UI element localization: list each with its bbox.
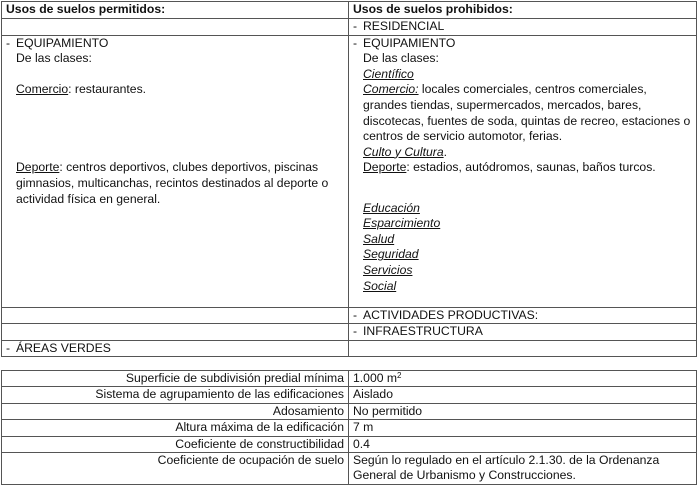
prohibited-residencial: RESIDENCIAL	[363, 19, 445, 33]
land-use-header-row	[2, 2, 697, 19]
permitted-comercio	[6, 82, 344, 98]
param-label-agrupamiento: Sistema de agrupamiento de las edificaciones	[2, 387, 349, 403]
permitted-deporte-label: Deporte	[16, 160, 60, 175]
actividades-row	[2, 307, 697, 324]
param-row-ocupacion	[2, 453, 697, 485]
prohibited-infraestructura-cell	[349, 324, 697, 341]
param-row-superficie	[2, 371, 697, 387]
areas-verdes-row	[2, 340, 697, 357]
prohibited-deporte	[353, 160, 692, 176]
prohibited-actividades: ACTIVIDADES PRODUCTIVAS:	[363, 307, 539, 322]
permitted-empty-cell	[2, 19, 349, 36]
param-value-altura: 7 m	[349, 420, 697, 436]
prohibited-equipamiento-title: EQUIPAMIENTO	[363, 35, 456, 50]
infraestructura-row	[2, 324, 697, 341]
param-value-constructibilidad: 0.4	[349, 436, 697, 452]
building-parameters-table	[1, 370, 697, 485]
prohibited-culto	[353, 145, 692, 161]
list-dash: -	[353, 19, 358, 33]
permitted-comercio-text: : restaurantes.	[68, 82, 147, 97]
superficie-value: 1.000 m	[353, 371, 398, 385]
prohibited-class-servicios: Servicios	[363, 262, 413, 277]
param-value-adosamiento: No permitido	[349, 403, 697, 419]
permitted-equipamiento-cell	[2, 35, 349, 307]
prohibited-class-seguridad: Seguridad	[363, 247, 419, 262]
prohibited-deporte-text: : estadios, autódromos, saunas, baños turcos.	[406, 160, 656, 175]
permitted-deporte-text: : centros deportivos, clubes deportivos, piscinas gimnasios, multicanchas, recintos destinados al deporte o actividad física en general.	[16, 160, 329, 206]
permitted-empty-cell	[2, 324, 349, 341]
param-label-constructibilidad: Coeficiente de constructibilidad	[2, 436, 349, 452]
prohibited-comercio	[353, 82, 692, 144]
prohibited-culto-label: Culto y Cultura	[363, 144, 444, 159]
permitted-areas-verdes: ÁREAS VERDES	[16, 340, 111, 355]
param-value-superficie	[349, 371, 697, 387]
prohibited-class-salud: Salud	[363, 231, 395, 246]
permitted-empty-cell	[2, 307, 349, 324]
prohibited-class-educacion: Educación	[363, 200, 420, 215]
permitted-header: Usos de suelos permitidos:	[2, 2, 349, 19]
prohibited-classes-intro: De las clases:	[363, 51, 439, 66]
prohibited-header: Usos de suelos prohibidos:	[349, 2, 697, 19]
permitted-equipamiento-title: EQUIPAMIENTO	[16, 35, 109, 50]
list-dash: -	[6, 35, 11, 50]
prohibited-culto-period: .	[443, 144, 447, 159]
list-dash: -	[353, 324, 358, 339]
param-label-altura: Altura máxima de la edificación	[2, 420, 349, 436]
param-row-altura	[2, 420, 697, 436]
permitted-classes-intro: De las clases:	[16, 51, 92, 66]
prohibited-cientifico: Científico	[363, 66, 414, 81]
param-label-adosamiento: Adosamiento	[2, 403, 349, 419]
land-use-table	[1, 1, 697, 357]
param-row-adosamiento	[2, 403, 697, 419]
prohibited-actividades-cell	[349, 307, 697, 324]
param-row-agrupamiento	[2, 387, 697, 403]
prohibited-deporte-label: Deporte	[363, 160, 407, 175]
residencial-row	[2, 19, 697, 36]
param-value-agrupamiento: Aislado	[349, 387, 697, 403]
prohibited-class-esparcimiento: Esparcimiento	[363, 216, 441, 231]
param-row-constructibilidad	[2, 436, 697, 452]
list-dash: -	[353, 35, 358, 50]
permitted-areas-verdes-cell	[2, 340, 349, 357]
prohibited-comercio-text: locales comerciales, centros comerciales, grandes tiendas, supermercados, mercados, bares, discotecas, fuentes de soda, quintas de recreo, estaciones o centros de servicio automotor, ferias.	[363, 82, 691, 144]
prohibited-comercio-label: Comercio:	[363, 82, 419, 97]
prohibited-infraestructura: INFRAESTRUCTURA	[363, 324, 483, 339]
prohibited-empty-cell	[349, 340, 697, 357]
list-dash: -	[6, 340, 11, 355]
equipamiento-row	[2, 35, 697, 307]
prohibited-class-social: Social	[363, 278, 397, 293]
prohibited-equipamiento-cell	[349, 35, 697, 307]
permitted-comercio-label: Comercio	[16, 82, 69, 97]
param-label-superficie: Superficie de subdivisión predial mínima	[2, 371, 349, 387]
param-label-ocupacion: Coeficiente de ocupación de suelo	[2, 453, 349, 485]
list-dash: -	[353, 307, 358, 322]
permitted-deporte	[6, 160, 344, 207]
superficie-superscript: 2	[397, 371, 402, 380]
param-value-ocupacion: Según lo regulado en el artículo 2.1.30. de la Ordenanza General de Urbanismo y Construcciones.	[349, 453, 697, 485]
prohibited-residencial-cell	[349, 19, 697, 36]
